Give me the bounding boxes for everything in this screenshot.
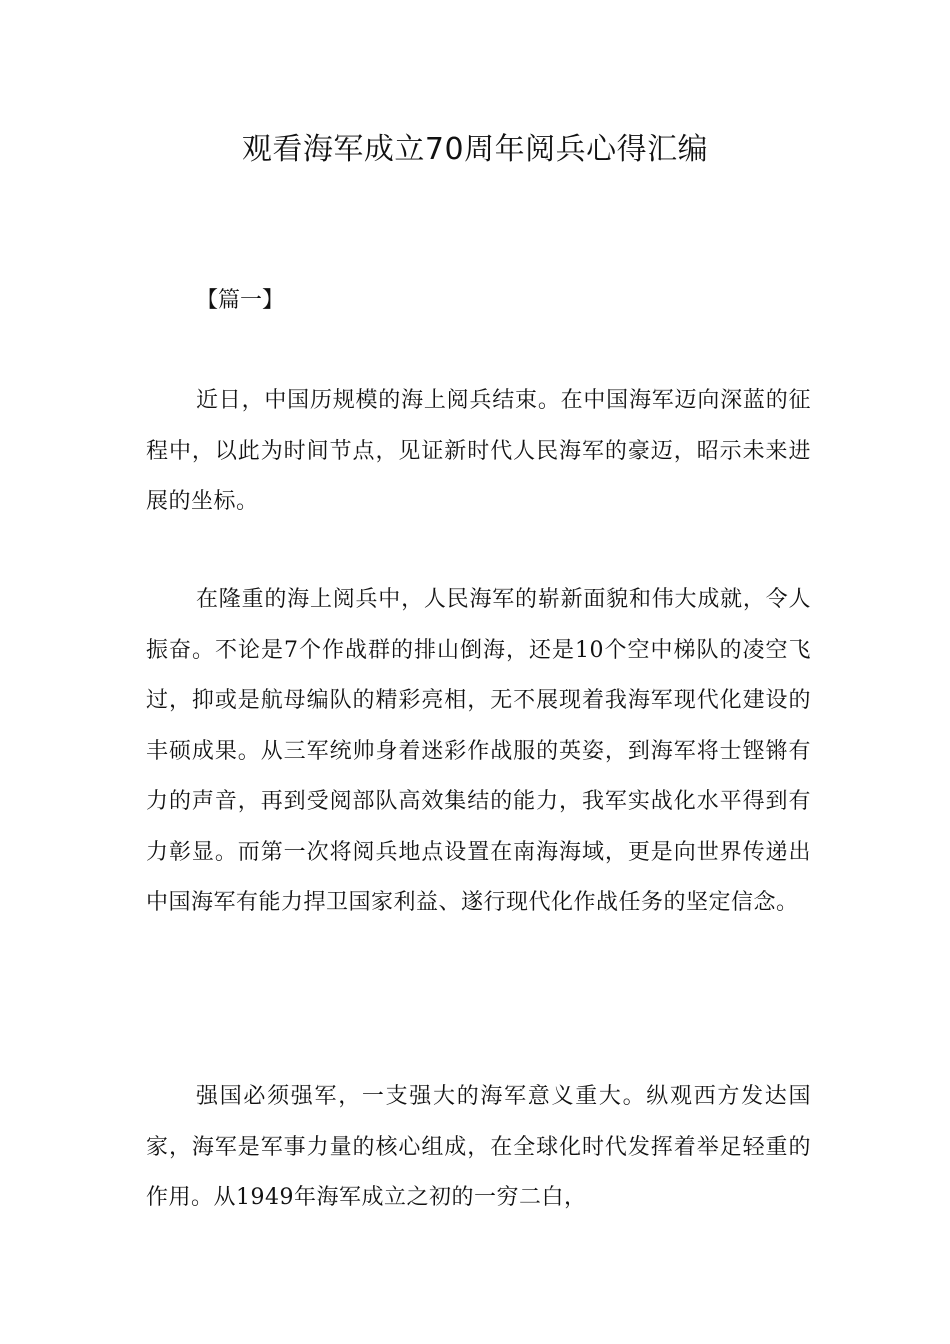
paragraph-3: 强国必须强军，一支强大的海军意义重大。纵观西方发达国家，海军是军事力量的核心组成，在全球化时代发挥着举足轻重的作用。从1949年海军成立之初的一穷二白， xyxy=(146,1084,811,1210)
paragraph-1: 近日，中国历规模的海上阅兵结束。在中国海军迈向深蓝的征程中，以此为时间节点，见证新时代人民海军的豪迈，昭示未来进展的坐标。 xyxy=(146,388,811,514)
document-title: 观看海军成立70周年阅兵心得汇编 xyxy=(241,132,709,167)
section-heading: 【篇一】 xyxy=(196,288,285,313)
paragraph-2: 在隆重的海上阅兵中，人民海军的崭新面貌和伟大成就，令人振奋。不论是7个作战群的排山倒海，还是10个空中梯队的凌空飞过，抑或是航母编队的精彩亮相，无不展现着我海军现代化建设的丰硕成果。从三军统帅身着迷彩作战服的英姿，到海军将士铿锵有力的声音，再到受阅部队高效集结的能力，我军实战化水平得到有力彰显。而第一次将阅兵地点设置在南海海域，更是向世界传递出中国海军有能力捍卫国家利益、遂行现代化作战任务的坚定信念。 xyxy=(146,587,811,915)
